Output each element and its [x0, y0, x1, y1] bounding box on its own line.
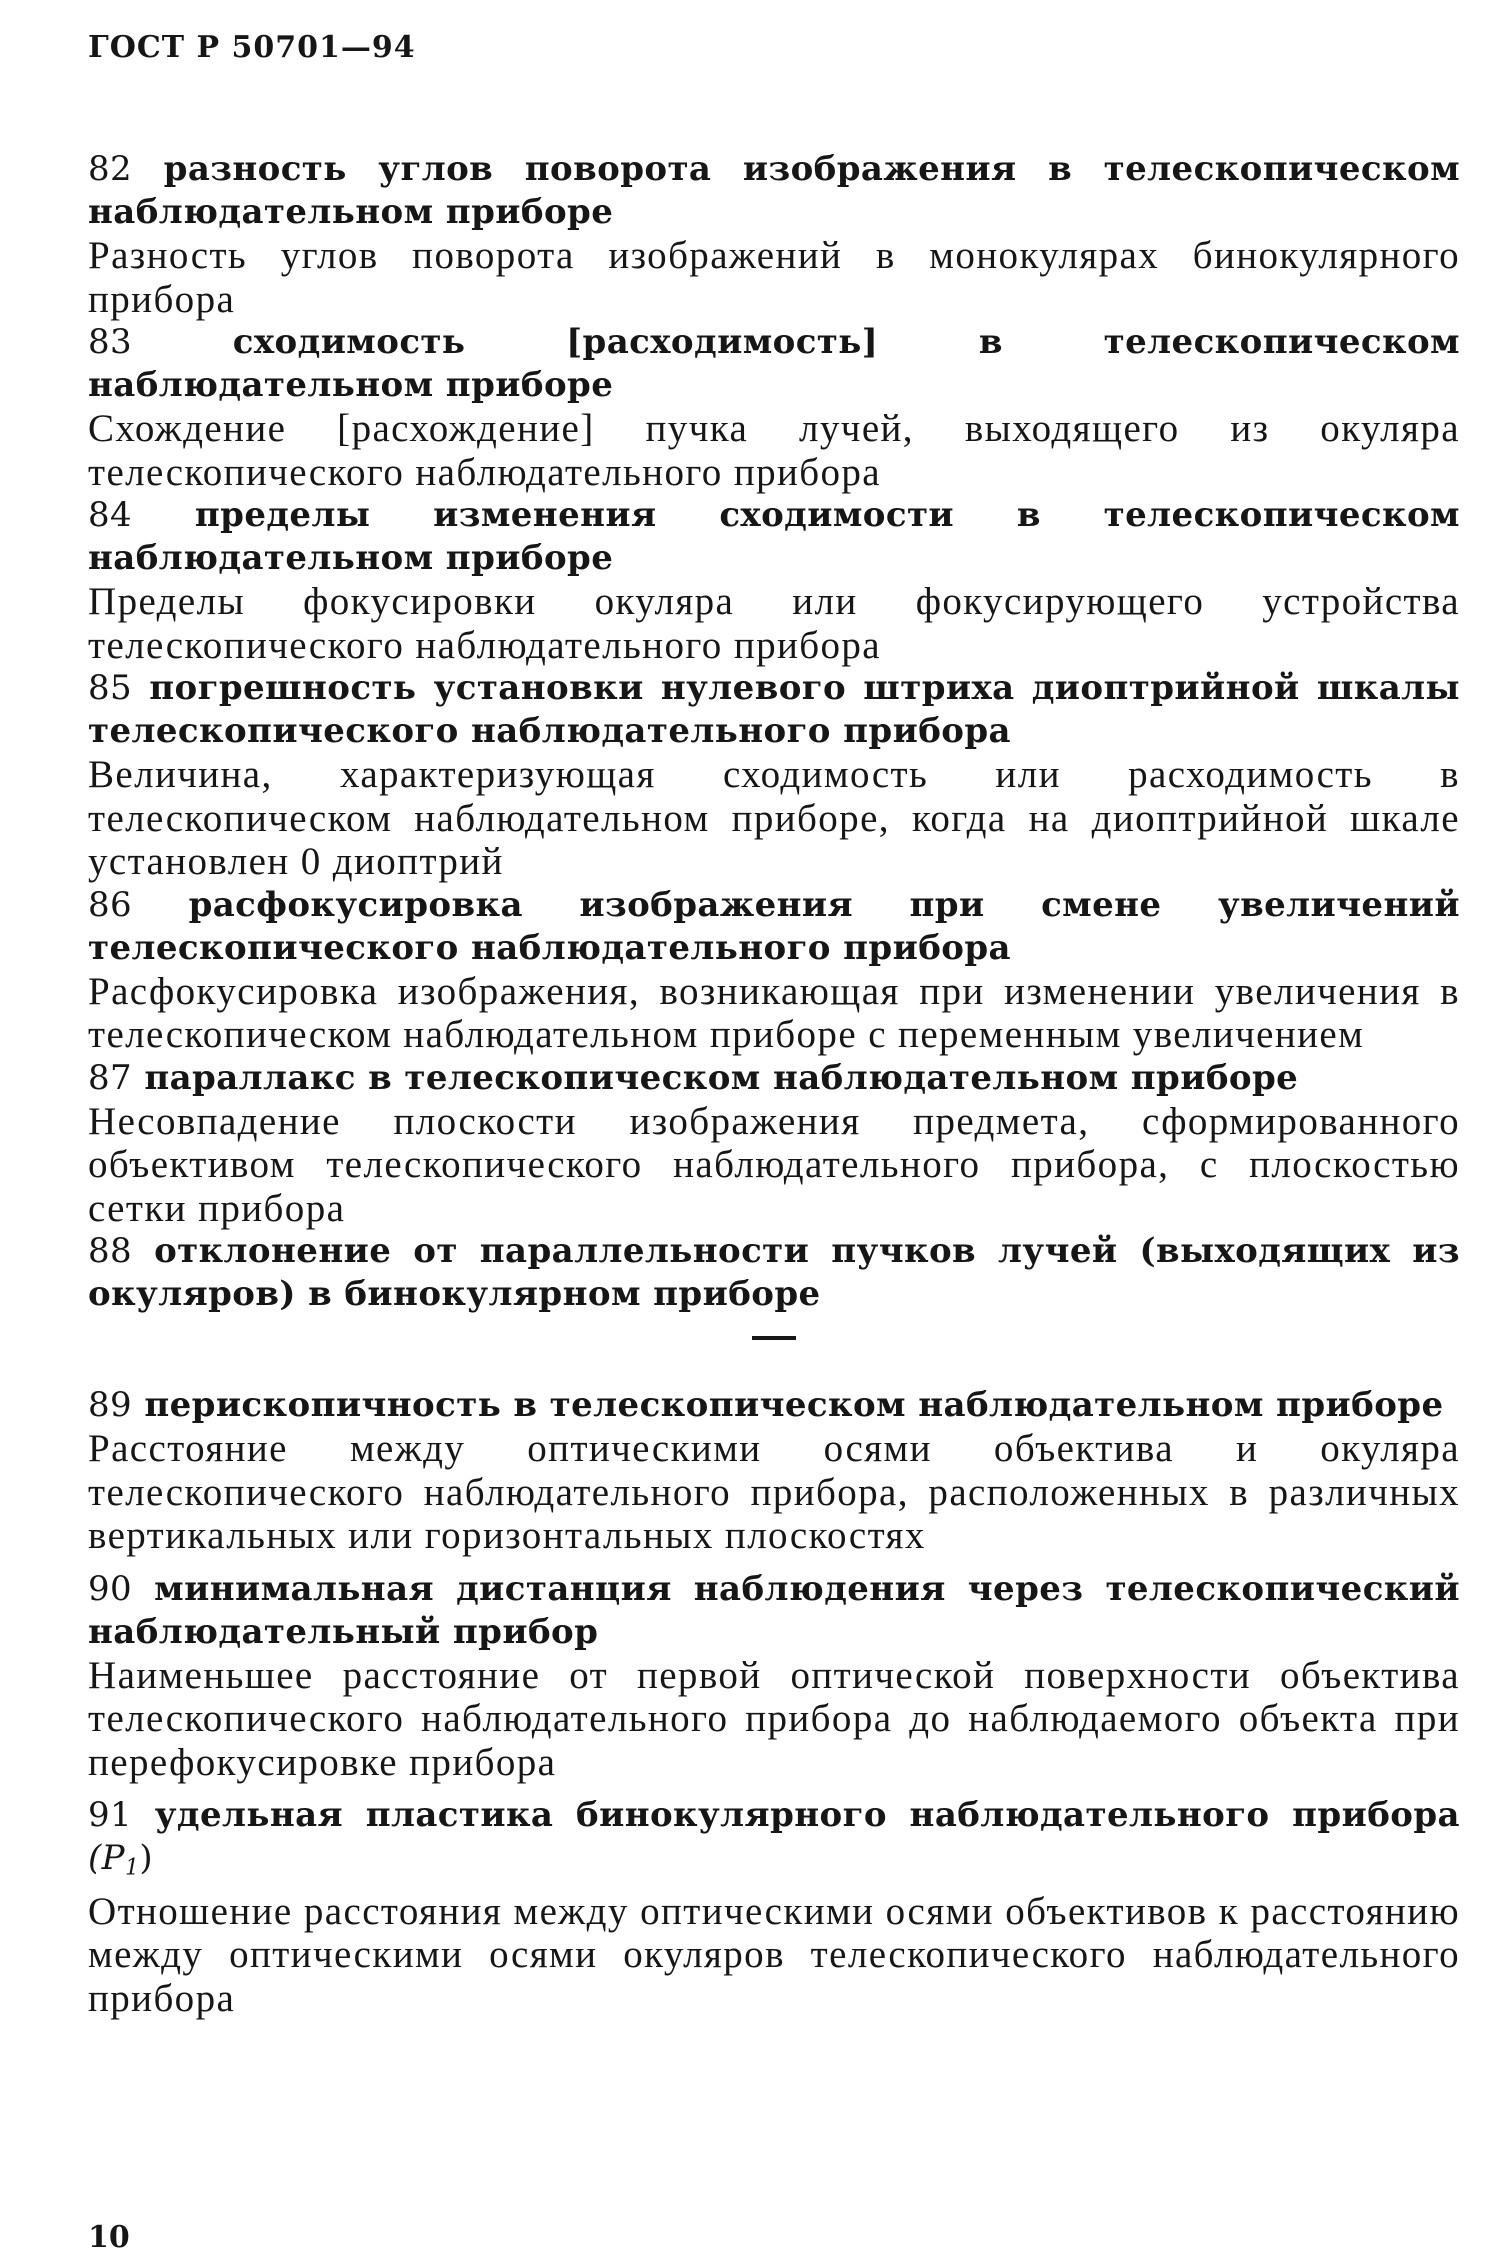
- term-88: [88, 1230, 1460, 1340]
- symbol-letter: (P: [88, 1838, 125, 1878]
- term-84: [88, 494, 1460, 667]
- term-number: 90: [88, 1568, 133, 1609]
- term-number: 87: [88, 1057, 133, 1098]
- term-definition: Величина, характеризующая сходимость или расходимость в телескопическом наблюдательном приборе, когда на диоптрийной шкале установлен 0 диоптрий: [88, 753, 1460, 883]
- document-page: [88, 30, 1460, 2255]
- term-symbol: [88, 1838, 154, 1881]
- term-91: [88, 1794, 1460, 2020]
- term-heading: [88, 1384, 1460, 1427]
- term-heading: [88, 1568, 1460, 1654]
- term-number: 86: [88, 884, 133, 925]
- document-header: ГОСТ Р 50701—94: [88, 30, 416, 65]
- symbol-subscript: 1: [124, 1854, 140, 1881]
- term-title: разность углов поворота изображения в телескопическом наблюдательном приборе: [88, 149, 1460, 232]
- term-85: [88, 667, 1460, 884]
- term-heading: [88, 1794, 1460, 1890]
- term-title: минимальная дистанция наблюдения через телескопический наблюдательный прибор: [88, 1568, 1460, 1652]
- term-list: [88, 148, 1460, 2020]
- term-82: [88, 148, 1460, 321]
- term-90: [88, 1568, 1460, 1785]
- term-title: погрешность установки нулевого штриха диоптрийной шкалы телескопического наблюдательного прибора: [88, 668, 1460, 751]
- term-title: отклонение от параллельности пучков лучей (выходящих из окуляров) в бинокулярном приборе: [88, 1231, 1460, 1314]
- symbol-close: ): [139, 1838, 154, 1878]
- term-heading: [88, 494, 1460, 580]
- term-heading: [88, 1057, 1460, 1100]
- term-heading: [88, 667, 1460, 753]
- term-number: 84: [88, 495, 133, 535]
- term-definition: Схождение [расхождение] пучка лучей, выходящего из окуляра телескопического наблюдательного прибора: [88, 407, 1460, 494]
- term-definition: Разность углов поворота изображений в монокулярах бинокулярного прибора: [88, 234, 1460, 321]
- term-definition: Несовпадение плоскости изображения предмета, сформированного объективом телескопического наблюдательного прибора, с плоскостью сетки прибора: [88, 1099, 1460, 1230]
- term-86: [88, 884, 1460, 1057]
- term-heading: [88, 884, 1460, 970]
- page-number: 10: [88, 2220, 130, 2255]
- term-title: перископичность в телескопическом наблюдательном приборе: [144, 1385, 1444, 1425]
- term-number: 83: [88, 322, 133, 362]
- term-heading: [88, 148, 1460, 234]
- term-title: удельная пластика бинокулярного наблюдательного прибора: [154, 1795, 1460, 1835]
- term-number: 91: [88, 1795, 133, 1835]
- term-title: сходимость [расходимость] в телескопическом наблюдательном приборе: [88, 322, 1460, 405]
- term-number: 89: [88, 1385, 133, 1425]
- term-definition: Расстояние между оптическими осями объектива и окуляра телескопического наблюдательного прибора, расположенных в различных вертикальных или горизонтальных плоскостях: [88, 1427, 1460, 1557]
- term-number: 85: [88, 668, 133, 708]
- term-87: [88, 1057, 1460, 1231]
- no-definition-dash: [752, 1336, 796, 1340]
- term-number: 88: [88, 1231, 133, 1271]
- term-title: пределы изменения сходимости в телескопическом наблюдательном приборе: [88, 495, 1460, 578]
- term-83: [88, 321, 1460, 494]
- term-heading: [88, 321, 1460, 407]
- term-definition: Расфокусировка изображения, возникающая при изменении увеличения в телескопическом наблюдательном приборе с переменным увеличением: [88, 969, 1460, 1056]
- term-definition: Отношение расстояния между оптическими осями объективов к расстоянию между оптическими осями окуляров телескопического наблюдательного прибора: [88, 1889, 1460, 2020]
- term-89: [88, 1384, 1460, 1558]
- term-definition: Наименьшее расстояние от первой оптической поверхности объектива телескопического наблюдательного прибора до наблюдаемого объекта при перефокусировке прибора: [88, 1653, 1460, 1784]
- term-heading: [88, 1230, 1460, 1316]
- term-title: расфокусировка изображения при смене увеличений телескопического наблюдательного прибора: [88, 884, 1460, 968]
- term-definition: Пределы фокусировки окуляра или фокусирующего устройства телескопического наблюдательного прибора: [88, 580, 1460, 667]
- term-title: параллакс в телескопическом наблюдательном приборе: [144, 1057, 1299, 1098]
- term-number: 82: [88, 149, 133, 189]
